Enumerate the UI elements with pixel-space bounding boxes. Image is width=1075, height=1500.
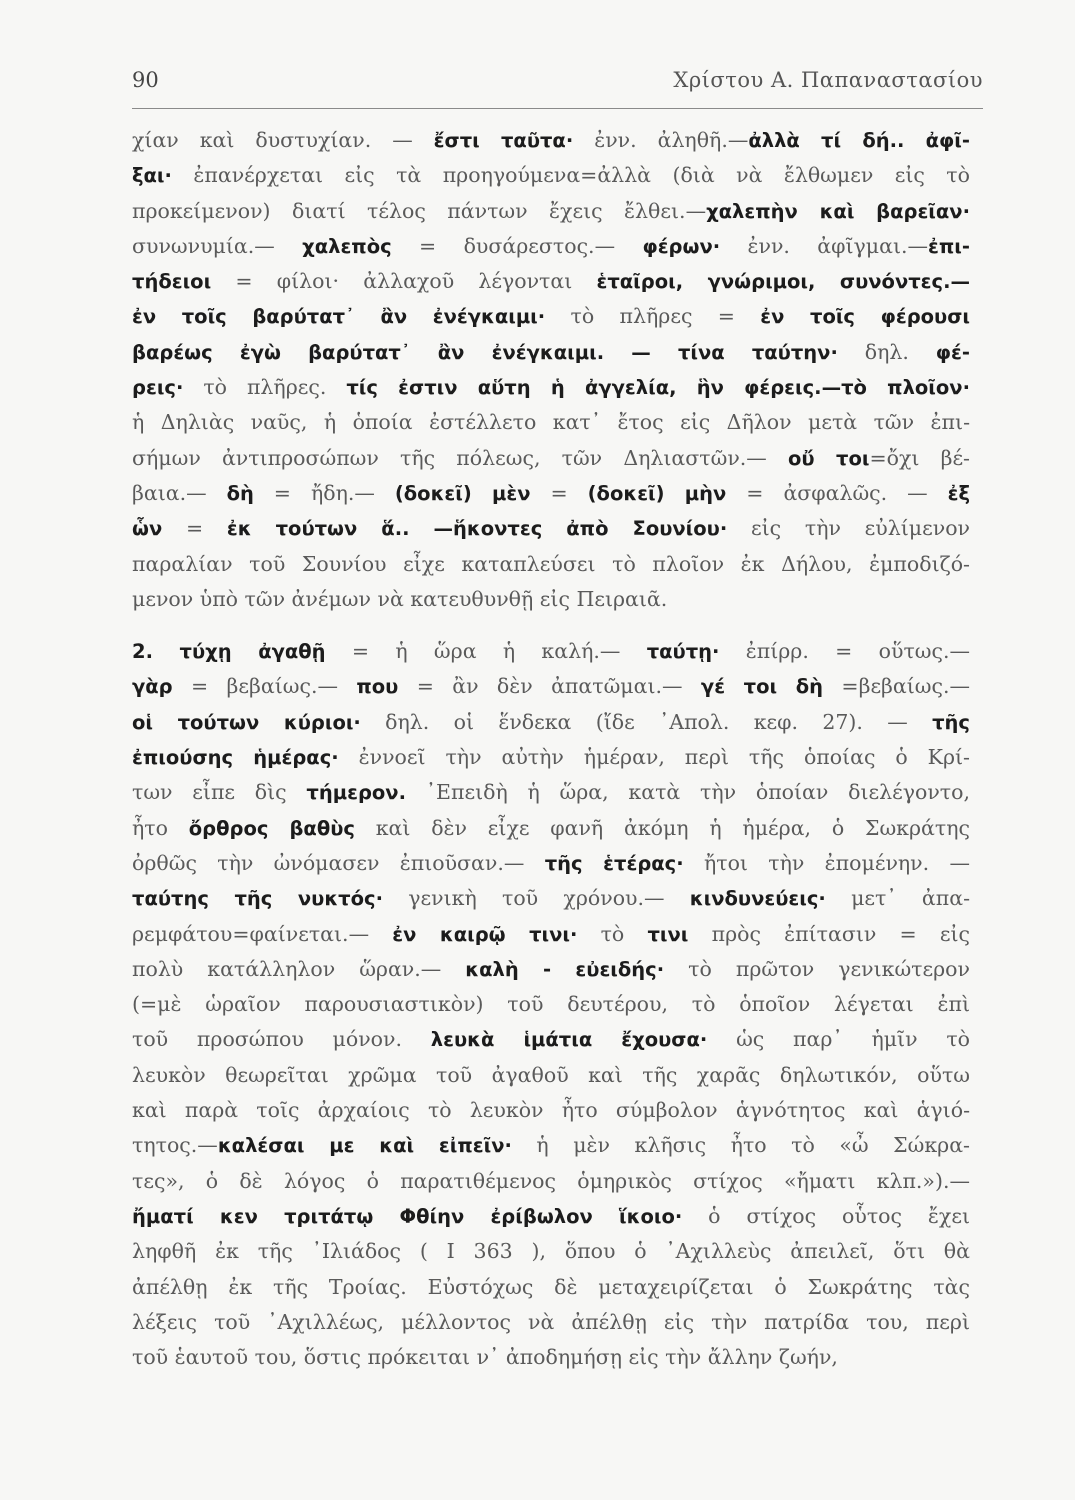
text-line (132, 634, 970, 669)
gloss-text: = ἀσφαλῶς. — (726, 480, 948, 505)
text-line (132, 1199, 970, 1234)
lemma-bold: ταύτῃ· (646, 640, 720, 664)
gloss-text: συνωνυμία.— (132, 233, 303, 258)
text-line (132, 952, 970, 987)
lemma-bold: ἔστι ταῦτα· (433, 129, 574, 152)
gloss-text: τὸ (577, 921, 648, 946)
lemma-bold: χαλεπὸς (302, 234, 392, 258)
text-line (132, 229, 970, 264)
lemma-bold: ὄρθρος βαθὺς (188, 816, 355, 840)
gloss-text: προκείμενον) διατί τέλος πάντων ἔχεις ἔλθει.— (132, 198, 707, 223)
lemma-bold: ἐν τοῖς φέρουσι (760, 305, 970, 329)
lemma-bold: ἐπι- (928, 234, 970, 258)
gloss-text: λέξεις τοῦ ᾿Αχιλλέως, μέλλοντος νὰ ἀπέλθῃ εἰς τὴν πατρίδα του, περὶ (132, 1309, 970, 1334)
gloss-text: = ἂν δὲν ἀπατῶμαι.— (398, 674, 701, 699)
gloss-text: τὸ πρῶτον γενικώτερον (664, 956, 970, 981)
gloss-text: βαια.— (132, 480, 227, 505)
gloss-text: μενον ὑπὸ τῶν ἀνέμων νὰ κατευθυνθῇ εἰς Πειραιᾶ. (132, 586, 668, 611)
text-line (132, 582, 970, 617)
gloss-text: ἐπανέρχεται εἰς τὰ προηγούμενα=ἀλλὰ (διὰ νὰ ἔλθωμεν εἰς τὸ (171, 163, 970, 188)
gloss-text: ὡς παρ᾽ ἡμῖν τὸ (707, 1027, 970, 1052)
lemma-bold: βαρέως ἐγὼ βαρύτατ᾽ ἂν ἐνέγκαιμι. — τίνα ταύτην· (132, 340, 838, 364)
text-line (132, 370, 970, 405)
lemma-bold: τήμερον. (306, 781, 406, 805)
lemma-bold: (δοκεῖ) μὴν (587, 481, 727, 505)
text-line (132, 264, 970, 299)
text-line (132, 123, 970, 158)
gloss-text: = (530, 480, 588, 505)
gloss-text: δηλ. (837, 339, 936, 364)
lemma-bold: οἱ τούτων κύριοι· (132, 710, 361, 734)
lemma-bold: τῆς ἑτέρας· (544, 851, 684, 875)
gloss-text: χίαν καὶ δυστυχίαν. — (132, 128, 434, 152)
gloss-text: ἐπίρρ. = οὕτως.— (719, 639, 970, 664)
text-line (132, 1234, 970, 1269)
text-line (132, 1128, 970, 1163)
lemma-bold: φέρων· (642, 234, 721, 258)
gloss-text: γενικὴ τοῦ χρόνου.— (382, 886, 690, 911)
lemma-bold: οὔ τοι (787, 446, 870, 470)
text-line (132, 705, 970, 740)
lemma-bold: ξαι· (132, 164, 172, 188)
gloss-text: = φίλοι· ἀλλαχοῦ λέγονται (211, 269, 597, 294)
text-line (132, 987, 970, 1022)
gloss-text: των εἶπε δὶς (132, 780, 307, 805)
text-line (132, 547, 970, 582)
lemma-bold: τῆς (932, 710, 970, 734)
gloss-text: = δυσάρεστος.— (391, 233, 643, 258)
gloss-text: ἀπέλθῃ ἐκ τῆς Τροίας. Εὐστόχως δὲ μεταχειρίζεται ὁ Σωκράτης τὰς (132, 1274, 970, 1299)
gloss-text: λευκὸν θεωρεῖται χρῶμα τοῦ ἀγαθοῦ καὶ τῆς χαρᾶς δηλωτικόν, οὕτω (132, 1062, 970, 1087)
gloss-text: παραλίαν τοῦ Σουνίου εἶχε καταπλεύσει τὸ πλοῖον ἐκ Δήλου, ἐμποδιζό- (132, 551, 970, 576)
lemma-bold: ρεις· (132, 376, 184, 400)
lemma-bold: ἀλλὰ τί δή.. ἀφῖ- (748, 129, 970, 152)
gloss-text: ἐνν. ἀληθῆ.— (573, 128, 749, 152)
gloss-text: τοῦ προσώπου μόνον. (132, 1027, 431, 1052)
gloss-text: εἰς τὴν εὐλίμενον (727, 516, 970, 541)
text-line (132, 811, 970, 846)
lemma-bold: κινδυνεύεις· (689, 887, 826, 911)
lemma-bold: ἐπιούσης ἡμέρας· (132, 746, 339, 770)
gloss-text: = ἤδη.— (253, 480, 395, 505)
gloss-text: τοῦ ἑαυτοῦ του, ὅστις πρόκειται ν᾽ ἀποδημήσῃ εἰς τὴν ἄλλην ζωήν, (132, 1345, 838, 1370)
commentary-text (132, 123, 970, 1375)
page-number: 90 (132, 68, 159, 92)
running-title: Χρίστου Α. Παπαναστασίου (673, 68, 983, 92)
lemma-bold: 2. τύχῃ ἀγαθῇ (132, 640, 326, 664)
text-line (132, 740, 970, 775)
lemma-bold: ἐκ τούτων ἅ.. —ἥκοντες ἀπὸ Σουνίου· (226, 517, 728, 541)
lemma-bold: ταύτης τῆς νυκτός· (132, 887, 383, 911)
gloss-text: πρὸς ἐπίτασιν = εἰς (688, 921, 970, 946)
gloss-text: σήμων ἀντιπροσώπων τῆς πόλεως, τῶν Δηλιαστῶν.— (132, 445, 788, 470)
text-line (132, 1093, 970, 1128)
gloss-text: ἐννοεῖ τὴν αὐτὴν ἡμέραν, περὶ τῆς ὁποίας ὁ Κρί- (338, 745, 970, 770)
text-line (132, 881, 970, 916)
text-line (132, 669, 970, 704)
gloss-text: ἡ μὲν κλῆσις ἦτο τὸ «ὦ Σώκρα- (511, 1133, 970, 1158)
lemma-bold: ἐν τοῖς βαρύτατ᾽ ἂν ἐνέγκαιμι· (132, 305, 546, 329)
gloss-text: μετ᾽ ἀπα- (825, 886, 970, 911)
gloss-text: καὶ δὲν εἶχε φανῆ ἀκόμη ἡ ἡμέρα, ὁ Σωκράτης (354, 815, 970, 840)
text-line (132, 1058, 970, 1093)
lemma-bold: καλέσαι με καὶ εἰπεῖν· (217, 1134, 512, 1158)
lemma-bold: τινι (647, 922, 689, 946)
gloss-text: = βεβαίως.— (172, 674, 357, 699)
page-header (132, 64, 983, 109)
text-line (132, 917, 970, 952)
gloss-text: ὁ στίχος οὗτος ἔχει (682, 1203, 970, 1228)
lemma-bold: ἤματί κεν τριτάτῳ Φθίην ἐρίβωλον ἵκοιο· (132, 1204, 683, 1228)
lemma-bold: (δοκεῖ) μὲν (394, 481, 531, 505)
gloss-text: = ἡ ὥρα ἡ καλή.— (325, 639, 647, 664)
gloss-text: ᾿Επειδὴ ἡ ὥρα, κατὰ τὴν ὁποίαν διελέγοντο, (406, 780, 970, 805)
gloss-text: δηλ. οἱ ἕνδεκα (ἴδε ᾿Απολ. κεφ. 27). — (360, 709, 933, 734)
gloss-text: τὸ πλῆρες. (183, 375, 347, 400)
text-line (132, 476, 970, 511)
text-line (132, 1270, 970, 1305)
lemma-bold: φέ- (935, 340, 970, 364)
text-line (132, 405, 970, 440)
gloss-text: πολὺ κατάλληλον ὥραν.— (132, 956, 466, 981)
lemma-bold: γὰρ (132, 675, 173, 699)
lemma-bold: ἐξ (947, 481, 970, 505)
text-line (132, 1164, 970, 1199)
lemma-bold: λευκὰ ἱμάτια ἔχουσα· (430, 1028, 708, 1052)
gloss-text: καὶ παρὰ τοῖς ἀρχαίοις τὸ λευκὸν ἦτο σύμβολον ἁγνότητος καὶ ἁγιό- (132, 1098, 970, 1123)
text-line (132, 441, 970, 476)
gloss-text: (=μὲ ὡραῖον παρουσιαστικὸν) τοῦ δευτέρου, τὸ ὁποῖον λέγεται ἐπὶ (132, 992, 970, 1017)
text-line (132, 1022, 970, 1057)
text-line (132, 1305, 970, 1340)
gloss-text: ἦτο (132, 815, 189, 840)
gloss-text: = (162, 516, 227, 541)
text-line (132, 846, 970, 881)
gloss-text: ρεμφάτου=φαίνεται.— (132, 921, 393, 946)
lemma-bold: καλὴ - εὐειδής· (465, 957, 665, 981)
text-line (132, 335, 970, 370)
lemma-bold: ὧν (132, 517, 163, 541)
gloss-text: =βεβαίως.— (823, 674, 970, 699)
gloss-text: τητος.— (132, 1133, 218, 1158)
gloss-text: τὸ πλῆρες = (545, 304, 761, 329)
lemma-bold: γέ τοι δὴ (700, 675, 824, 699)
lemma-bold: χαλεπὴν καὶ βαρεῖαν· (706, 199, 970, 223)
text-line (132, 1340, 970, 1375)
lemma-bold: τίς ἐστιν αὕτη ἡ ἀγγελία, ἣν φέρεις.—τὸ πλοῖον· (346, 376, 970, 400)
lemma-bold: δὴ (226, 481, 254, 505)
text-line (132, 194, 970, 229)
text-line (132, 511, 970, 546)
lemma-bold: που (356, 675, 399, 699)
text-line (132, 158, 970, 193)
gloss-text: τες», ὁ δὲ λόγος ὁ παρατιθέμενος ὁμηρικὸς στίχος «ἤματι κλπ.»).— (132, 1168, 970, 1193)
text-line (132, 299, 970, 334)
lemma-bold: τήδειοι (132, 270, 212, 294)
lemma-bold: ἐν καιρῷ τινι· (392, 922, 578, 946)
text-line (132, 775, 970, 810)
gloss-text: ληφθῆ ἐκ τῆς ᾿Ιλιάδος ( Ι 363 ), ὅπου ὁ ᾿Αχιλλεὺς ἀπειλεῖ, ὅτι θὰ (132, 1239, 970, 1264)
gloss-text: ἡ Δηλιὰς ναῦς, ἡ ὁποία ἐστέλλετο κατ᾽ ἔτος εἰς Δῆλον μετὰ τῶν ἐπι- (132, 410, 970, 435)
gloss-text: ἐνν. ἀφῖγμαι.— (720, 233, 929, 258)
gloss-text: ὀρθῶς τὴν ὠνόμασεν ἐπιοῦσαν.— (132, 850, 545, 875)
gloss-text: ἤτοι τὴν ἐπομένην. — (683, 850, 970, 875)
gloss-text: =ὄχι βέ- (869, 445, 970, 470)
lemma-bold: ἑταῖροι, γνώριμοι, συνόντες.— (596, 270, 970, 294)
